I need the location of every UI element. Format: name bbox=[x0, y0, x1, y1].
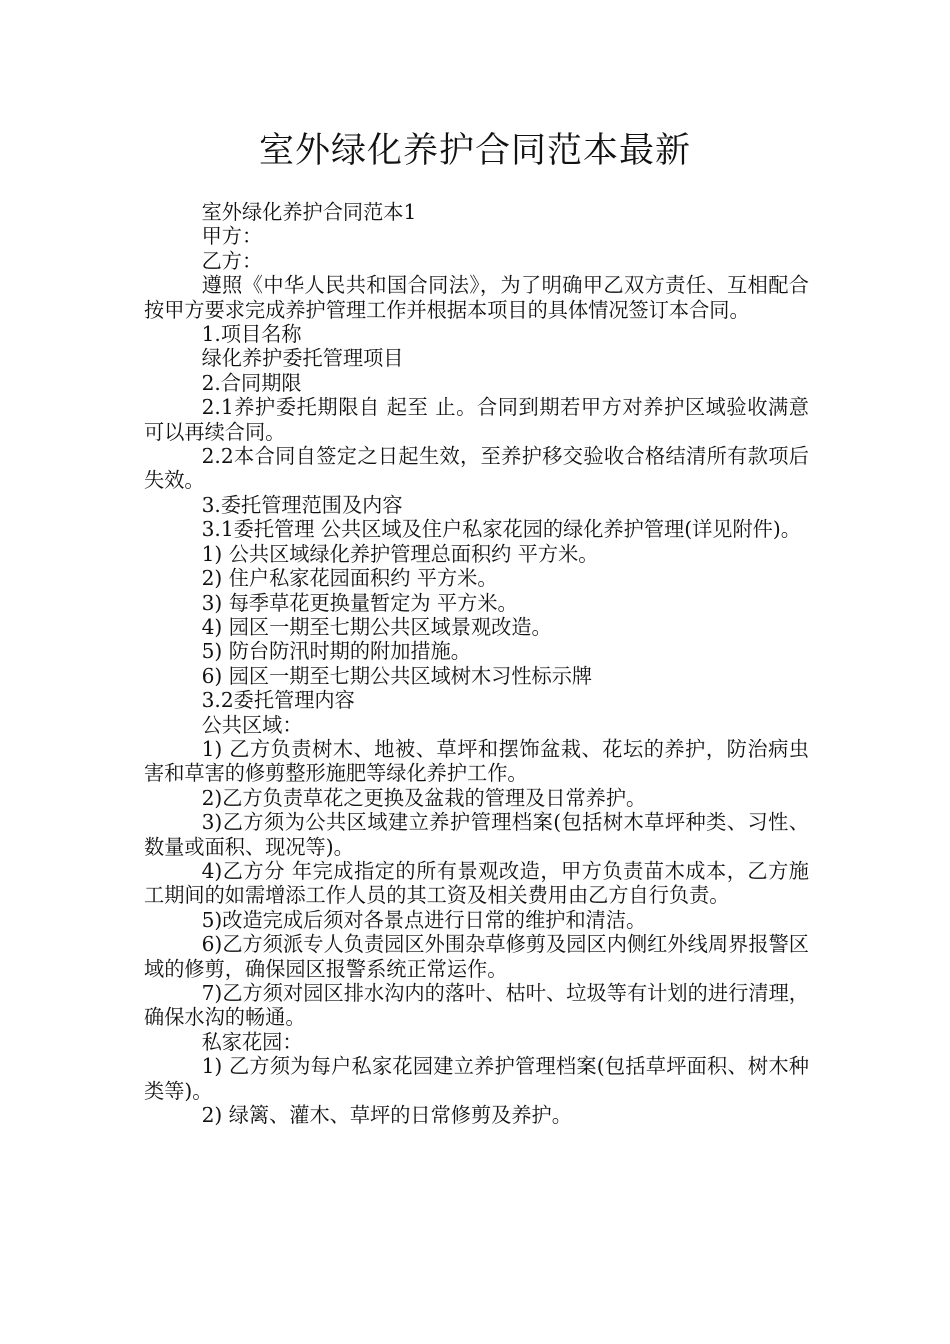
paragraph: 3) 每季草花更换量暂定为 平方米。 bbox=[201, 590, 518, 615]
paragraph: 公共区域： bbox=[201, 712, 303, 737]
paragraph: 4)乙方分 年完成指定的所有景观改造，甲方负责苗木成本，乙方施工期间的如需增添工作人员的其工资及相关费用由乙方自行负责。 bbox=[144, 858, 809, 908]
paragraph: 3.2委托管理内容 bbox=[201, 688, 355, 713]
paragraph: 5)改造完成后须对各景点进行日常的维护和清洁。 bbox=[201, 907, 647, 932]
paragraph: 3.委托管理范围及内容 bbox=[201, 492, 403, 517]
paragraph: 2) 住户私家花园面积约 平方米。 bbox=[201, 566, 498, 591]
paragraph: 1.项目名称 bbox=[201, 322, 302, 347]
paragraph: 4) 园区一期至七期公共区域景观改造。 bbox=[201, 614, 552, 639]
paragraph: 3)乙方须为公共区域建立养护管理档案(包括树木草坪种类、习性、数量或面积、现况等)。 bbox=[144, 810, 809, 859]
paragraph: 2.合同期限 bbox=[201, 370, 302, 395]
paragraph: 私家花园： bbox=[201, 1029, 303, 1054]
document-body bbox=[144, 200, 809, 1127]
paragraph: 3.1委托管理 公共区域及住户私家花园的绿化养护管理(详见附件)。 bbox=[201, 517, 801, 542]
paragraph: 遵照《中华人民共和国合同法》，为了明确甲乙双方责任、互相配合按甲方要求完成养护管理工作并根据本项目的具体情况签订本合同。 bbox=[144, 273, 809, 322]
paragraph: 6) 园区一期至七期公共区域树木习性标示牌 bbox=[201, 663, 593, 688]
paragraph: 6)乙方须派专人负责园区外围杂草修剪及园区内侧红外线周界报警区域的修剪，确保园区报警系统正常运作。 bbox=[144, 932, 809, 981]
paragraph: 1) 公共区域绿化养护管理总面积约 平方米。 bbox=[201, 541, 599, 566]
paragraph: 2) 绿篱、灌木、草坪的日常修剪及养护。 bbox=[201, 1103, 572, 1128]
paragraph: 2)乙方负责草花之更换及盆栽的管理及日常养护。 bbox=[201, 785, 647, 810]
paragraph: 7)乙方须对园区排水沟内的落叶、枯叶、垃圾等有计划的进行清理，确保水沟的畅通。 bbox=[144, 981, 809, 1030]
paragraph: 1) 乙方须为每户私家花园建立养护管理档案(包括草坪面积、树木种类等)。 bbox=[144, 1054, 809, 1103]
paragraph: 绿化养护委托管理项目 bbox=[201, 346, 404, 371]
paragraph: 5) 防台防汛时期的附加措施。 bbox=[201, 639, 471, 664]
paragraph: 甲方： bbox=[201, 224, 263, 249]
paragraph: 室外绿化养护合同范本1 bbox=[201, 200, 417, 224]
paragraph: 2.1养护委托期限自 起至 止。合同到期若甲方对养护区域验收满意可以再续合同。 bbox=[144, 395, 809, 444]
document-title: 室外绿化养护合同范本最新 bbox=[258, 131, 691, 171]
paragraph: 乙方： bbox=[201, 248, 263, 273]
paragraph: 2.2本合同自签定之日起生效，至养护移交验收合格结清所有款项后失效。 bbox=[144, 444, 809, 493]
paragraph: 1) 乙方负责树木、地被、草坪和摆饰盆栽、花坛的养护，防治病虫害和草害的修剪整形施肥等绿化养护工作。 bbox=[144, 736, 809, 786]
